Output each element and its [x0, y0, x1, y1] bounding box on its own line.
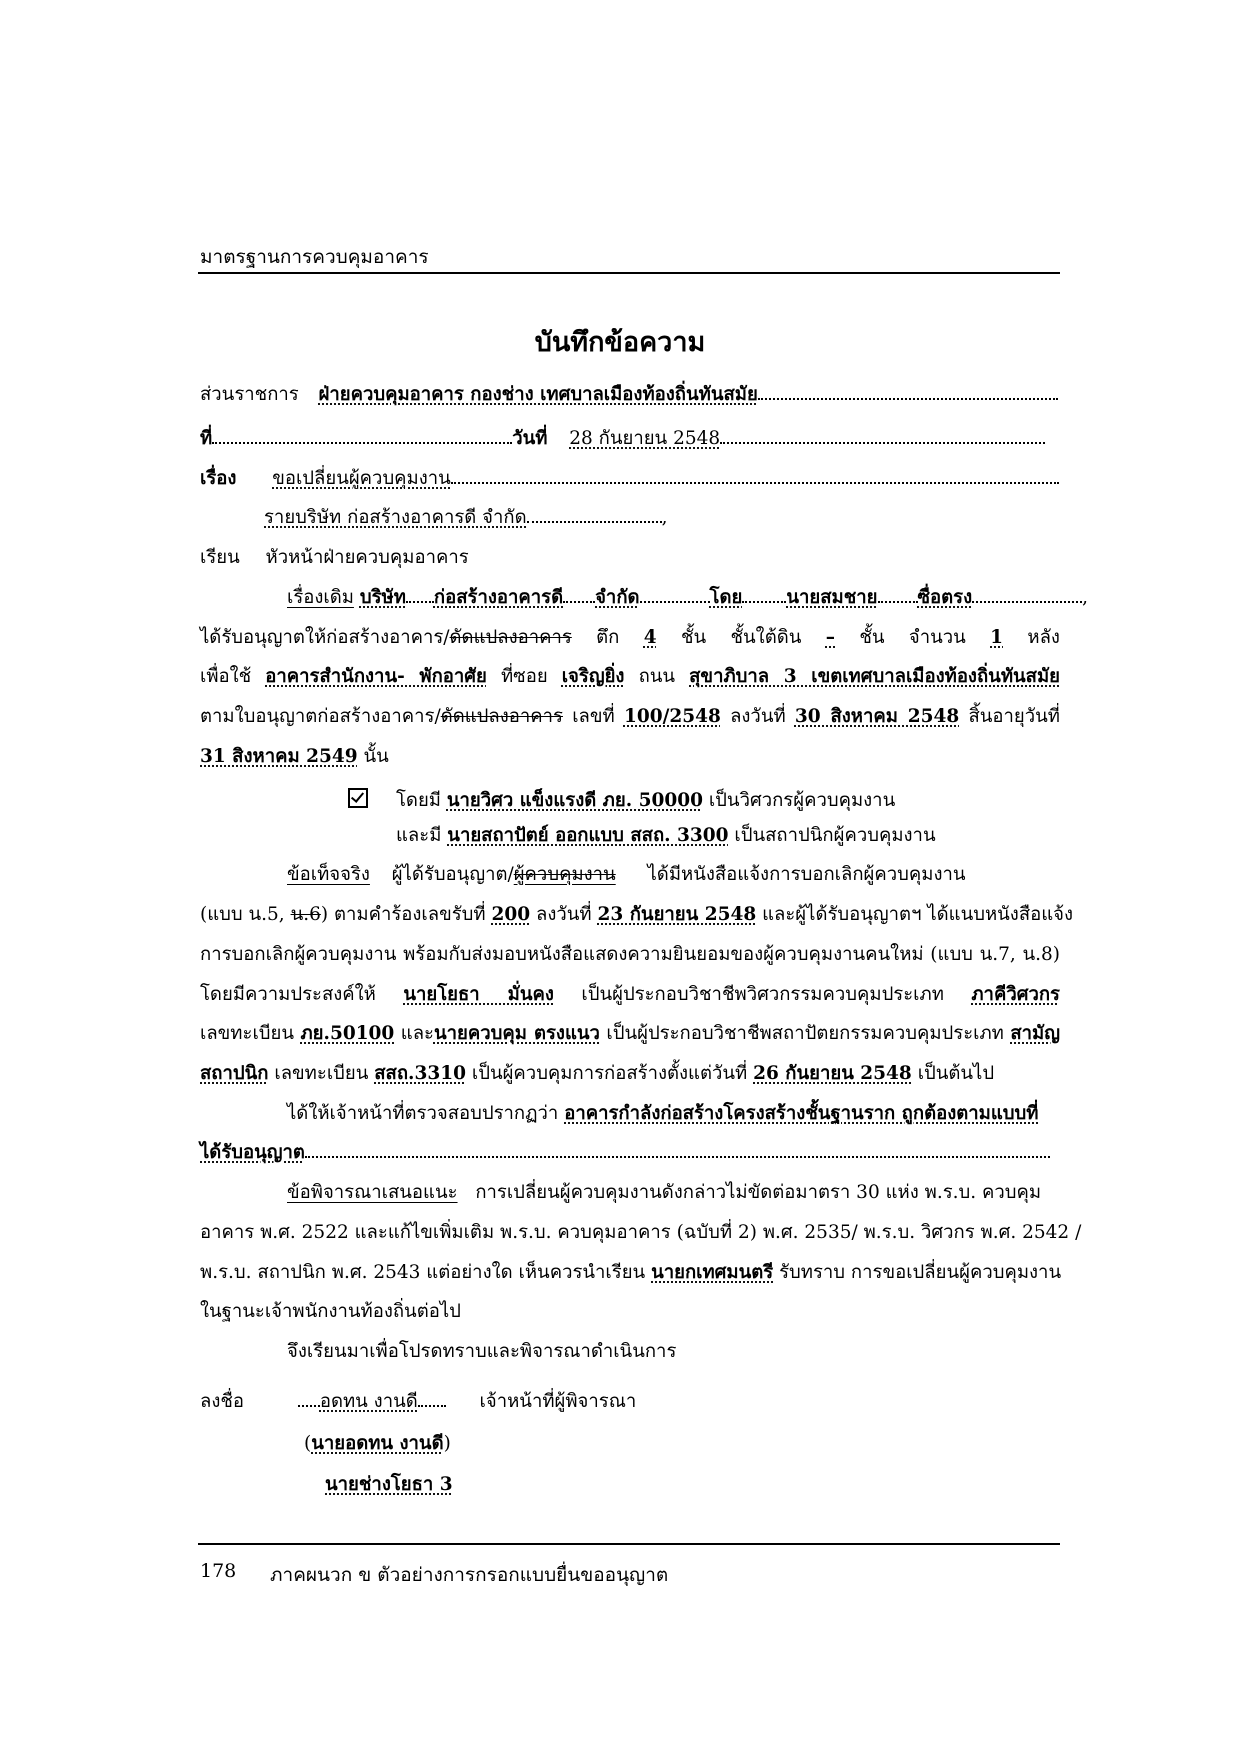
signer-role: เจ้าหน้าที่ผู้พิจารณา	[479, 1391, 637, 1412]
background-label: เรื่องเดิม	[287, 587, 354, 608]
dotted-fill	[640, 600, 710, 603]
text-run: ตามใบอนุญาตก่อสร้างอาคาร/	[200, 706, 441, 727]
dotted-fill	[212, 441, 512, 444]
text-run: เป็นต้นไป	[917, 1063, 995, 1084]
architect-type-cont: สถาปนิก	[200, 1063, 269, 1084]
number-label: ที่	[200, 428, 213, 449]
text-run: ตึก	[596, 627, 620, 648]
permit-date: 30 สิงหาคม 2548	[794, 706, 960, 727]
text-run: ลงวันที่	[730, 706, 786, 727]
to-label: เรียน	[200, 547, 240, 568]
new-engineer-name: นายโยธา มั่นคง	[403, 984, 554, 1005]
facts-line-6	[200, 1065, 1060, 1084]
facts-line-4	[200, 986, 1060, 1005]
use-value: อาคารสำนักงาน- พักอาศัย	[265, 666, 487, 687]
signer-name-line	[304, 1435, 704, 1454]
checked-checkbox	[348, 788, 368, 808]
dotted-fill	[720, 441, 1045, 444]
footer-section: ภาคผนวก ข ตัวอย่างการกรอกแบบยื่นขออนุญาต	[270, 1564, 669, 1586]
text-run: เป็นผู้ประกอบวิชาชีพสถาปัตยกรรมควบคุมประเภท	[606, 1023, 1004, 1044]
consideration-line-2: อาคาร พ.ศ. 2522 และแก้ไขเพิ่มเติม พ.ร.บ. ควบคุมอาคาร (ฉบับที่ 2) พ.ศ. 2535/ พ.ร.บ. วิศวกร พ.ศ. 2542 /	[200, 1222, 1082, 1243]
text-run: ที่ซอย	[500, 666, 548, 687]
signer-position: นายช่างโยธา 3	[325, 1474, 453, 1495]
dotted-fill	[972, 600, 1082, 603]
background-line-2	[200, 629, 1060, 648]
facts-label: ข้อเท็จจริง	[287, 864, 370, 885]
request-date: 23 กันยายน 2548	[597, 904, 757, 925]
request-number: 200	[491, 904, 531, 925]
text-run: รับทราบ การขอเปลี่ยนผู้ควบคุมงาน	[779, 1262, 1062, 1283]
text-run: พ.ร.บ. สถาปนิก พ.ศ. 2543 แต่อย่างใด เห็นควรนำเรียน	[200, 1262, 646, 1283]
engineer-name: นายวิศว แข็งแรงดี ภย. 50000	[446, 790, 703, 811]
engineer-registration: ภย.50100	[300, 1023, 395, 1044]
subject-tail: ,	[661, 507, 668, 528]
subject-value-2: รายบริษัท ก่อสร้างอาคารดี จำกัด	[264, 507, 527, 528]
text-run: โดยมี	[396, 790, 441, 811]
line-tail: ,	[1082, 587, 1089, 608]
signer-position-line	[325, 1476, 725, 1495]
text-run: ชั้น	[680, 627, 707, 648]
person-first-name: นายสมชาย	[786, 587, 878, 608]
struck-text: ดัดแปลงอาคาร	[449, 627, 572, 648]
architect-name: นายสถาปัตย์ ออกแบบ สสถ. 3300	[447, 825, 729, 846]
facts-line-7	[287, 1105, 1060, 1124]
footer-rule	[198, 1543, 1060, 1545]
text-run: ได้รับอนุญาตให้ก่อสร้างอาคาร/	[200, 627, 450, 648]
date-label: วันที่	[512, 428, 548, 449]
text-run: เลขที่	[572, 706, 615, 727]
text-run: ชั้น	[859, 627, 885, 648]
company-name: ก่อสร้างอาคารดี	[433, 587, 564, 608]
facts-line-3: การบอกเลิกผู้ควบคุมงาน พร้อมกับส่งมอบหนังสือแสดงความยินยอมของผู้ควบคุมงานคนใหม่ (แบบ น.7, น.8)	[200, 944, 1060, 965]
soi-value: เจริญยิ่ง	[561, 666, 625, 687]
text-run: เป็นวิศวกรผู้ควบคุมงาน	[708, 790, 896, 811]
dotted-fill	[406, 600, 434, 603]
date-value: 28 กันยายน 2548	[569, 428, 721, 449]
struck-text: ดัดแปลงอาคาร	[440, 706, 563, 727]
text-run: นั้น	[363, 746, 389, 767]
expire-date: 31 สิงหาคม 2549	[200, 746, 358, 767]
background-line-1	[287, 587, 1089, 608]
text-run: เลขทะเบียน	[200, 1023, 294, 1044]
text-run: หลัง	[1027, 627, 1060, 648]
company-prefix: บริษัท	[359, 587, 406, 608]
header-rule	[198, 272, 1060, 274]
inspection-result-cont: ได้รับอนุญาต	[200, 1142, 305, 1163]
number-date-line	[200, 430, 1060, 449]
text-run: (แบบ น.5,	[200, 904, 285, 925]
road-value: สุขาภิบาล 3 เขตเทศบาลเมืองท้องถิ่นทันสมัย	[689, 666, 1060, 687]
signature-label: ลงชื่อ	[200, 1391, 245, 1412]
background-line-4	[200, 708, 1060, 727]
dotted-fill	[451, 481, 1059, 484]
department-value: ฝ่ายควบคุมอาคาร กองช่าง เทศบาลเมืองท้องถิ่นทันสมัย	[318, 384, 758, 405]
text-run: (	[304, 1433, 312, 1454]
text-run: ได้มีหนังสือแจ้งการบอกเลิกผู้ควบคุมงาน	[647, 864, 966, 885]
struck-text: น.6	[290, 904, 321, 925]
dotted-fill	[527, 520, 662, 523]
to-value: หัวหน้าฝ่ายควบคุมอาคาร	[265, 547, 469, 568]
dotted-fill	[878, 600, 918, 603]
consideration-line-1	[287, 1184, 1060, 1203]
architect-line	[396, 827, 1056, 846]
facts-line-5	[200, 1025, 1060, 1044]
signature-line	[200, 1393, 1060, 1412]
text-run: ) ตามคำร้องเลขรับที่	[320, 904, 486, 925]
closing-line: จึงเรียนมาเพื่อโปรดทราบและพิจารณาดำเนินการ	[287, 1341, 677, 1362]
text-run: เป็นผู้ประกอบวิชาชีพวิศวกรรมควบคุมประเภท	[581, 984, 944, 1005]
consideration-line-4: ในฐานะเจ้าพนักงานท้องถิ่นต่อไป	[200, 1301, 461, 1322]
running-header: มาตรฐานการควบคุมอาคาร	[200, 246, 429, 268]
mayor-title: นายกเทศมนตรี	[651, 1262, 774, 1283]
text-run: เพื่อใช้	[200, 666, 252, 687]
dotted-fill	[418, 1404, 446, 1407]
text-run: โดยมีความประสงค์ให้	[200, 984, 376, 1005]
background-line-5	[200, 748, 1060, 767]
facts-line-8	[200, 1144, 1060, 1163]
text-run: ลงวันที่	[536, 904, 592, 925]
dotted-fill	[305, 1155, 1050, 1158]
count-value: 1	[990, 627, 1004, 648]
text-run: ผู้ได้รับอนุญาต/	[391, 864, 514, 885]
dotted-fill	[742, 600, 786, 603]
text-run: เป็นผู้ควบคุมการก่อสร้างตั้งแต่วันที่	[471, 1063, 748, 1084]
text-run: ได้ให้เจ้าหน้าที่ตรวจสอบปรากฏว่า	[287, 1103, 559, 1124]
consideration-label: ข้อพิจารณาเสนอแนะ	[287, 1182, 458, 1203]
text-run: การเปลี่ยนผู้ควบคุมงานดังกล่าวไม่ขัดต่อมาตรา 30 แห่ง พ.ร.บ. ควบคุม	[475, 1182, 1042, 1203]
person-last-name: ซื่อตรง	[917, 587, 973, 608]
subject-line-2	[264, 509, 1064, 528]
text-run: เลขทะเบียน	[274, 1063, 369, 1084]
text-run: และผู้ได้รับอนุญาตฯ ได้แนบหนังสือแจ้ง	[762, 904, 1074, 925]
department-label: ส่วนราชการ	[200, 384, 299, 405]
page-number: 178	[200, 1560, 237, 1582]
inspection-result: อาคารกำลังก่อสร้างโครงสร้างชั้นฐานราก ถูกต้องตามแบบที่	[564, 1103, 1039, 1124]
text-run: ถนน	[638, 666, 676, 687]
signer-name: นายอดทน งานดี	[311, 1433, 444, 1454]
signature-text: อดทน งานดี	[319, 1391, 418, 1412]
dotted-fill	[563, 600, 595, 603]
architect-type: สามัญ	[1010, 1023, 1060, 1044]
text-run: และมี	[396, 825, 442, 846]
department-line	[200, 386, 1060, 405]
subject-line	[200, 470, 1060, 489]
dotted-fill	[298, 1404, 320, 1407]
facts-line-2	[200, 904, 1074, 925]
floors-value: 4	[643, 627, 657, 648]
architect-registration: สสถ.3310	[374, 1063, 466, 1084]
text-run: )	[443, 1433, 451, 1454]
company-suffix: จำกัด	[595, 587, 640, 608]
subject-value-1: ขอเปลี่ยนผู้ควบคุมงาน	[272, 468, 451, 489]
text-run: สิ้นอายุวันที่	[968, 706, 1060, 727]
permit-number: 100/2548	[623, 706, 721, 727]
by-label: โดย	[709, 587, 743, 608]
start-date: 26 กันยายน 2548	[753, 1063, 912, 1084]
engineer-type: ภาคีวิศวกร	[971, 984, 1060, 1005]
facts-line-1	[287, 866, 1060, 885]
text-run: ชั้นใต้ดิน	[730, 627, 802, 648]
dotted-fill	[758, 397, 1058, 400]
engineer-line	[348, 788, 1048, 811]
consideration-line-3	[200, 1264, 1060, 1283]
document-title: บันทึกข้อความ	[534, 327, 706, 358]
basement-value: –	[825, 627, 835, 648]
text-run: และ	[400, 1023, 434, 1044]
text-run: เป็นสถาปนิกผู้ควบคุมงาน	[734, 825, 936, 846]
new-architect-name: นายควบคุม ตรงแนว	[433, 1023, 600, 1044]
to-line	[200, 549, 1060, 568]
background-line-3	[200, 668, 1060, 687]
subject-label: เรื่อง	[200, 468, 237, 489]
underlined-text: ผู้ควบคุมงาน	[513, 864, 616, 885]
text-run: จำนวน	[908, 627, 966, 648]
